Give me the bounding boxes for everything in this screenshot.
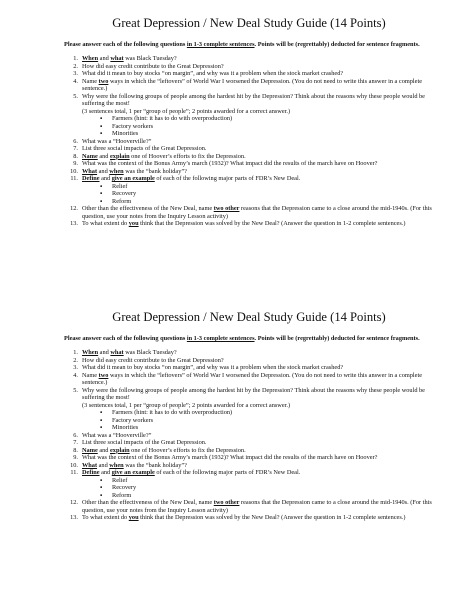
- question-text: Name and explain one of Hoover’s efforts to fix the Depression.: [82, 446, 246, 454]
- question-number: 8.: [73, 152, 78, 160]
- sub-item: [98, 190, 434, 198]
- question-number: 12.: [70, 205, 78, 212]
- sub-item: [98, 130, 434, 138]
- question-number: 13.: [70, 514, 78, 521]
- sub-item-label: Relief: [112, 182, 128, 190]
- question-number: 11.: [70, 469, 78, 476]
- sub-item-label: Reform: [112, 197, 132, 205]
- question-item: [64, 357, 434, 365]
- question-item: [64, 70, 434, 78]
- sub-item-label: Recovery: [112, 190, 137, 197]
- question-text: How did easy credit contribute to the Great Depression?: [82, 62, 224, 70]
- question-text: Name and explain one of Hoover’s efforts to fix the Depression.: [82, 152, 246, 160]
- question-text: What was the context of the Bonus Army’s march (1932)? What impact did the results of the march have on Hoover?: [82, 160, 378, 167]
- question-text: Name two ways in which the “leftovers” of World War I worsened the Depression. (You do not need to write this answer in a complete sentence.): [82, 371, 422, 386]
- question-number: 5.: [73, 386, 78, 394]
- bullet-icon: ▪: [100, 424, 103, 431]
- sub-item-label: Reform: [112, 491, 132, 499]
- question-item: [64, 447, 434, 455]
- question-number: 12.: [70, 499, 78, 506]
- sub-item: [98, 123, 434, 131]
- question-text: What did it mean to buy stocks “on margin”, and why was it a problem when the stock market crashed?: [82, 364, 344, 371]
- question-text: Define and give an example of each of the following major parts of FDR’s New Deal.: [82, 469, 301, 476]
- question-item: [64, 387, 434, 432]
- question-text: When and what was Black Tuesday?: [82, 55, 177, 62]
- question-number: 7.: [73, 439, 78, 446]
- question-number: 4.: [73, 371, 78, 379]
- question-item: [64, 220, 434, 228]
- question-text: What was the context of the Bonus Army’s march (1932)? What impact did the results of the march have on Hoover?: [82, 454, 378, 461]
- question-number: 2.: [73, 62, 78, 70]
- question-note: (3 sentences total, 1 per “group of people”; 2 points awarded for a correct answer.): [82, 401, 291, 409]
- sub-item-list: [82, 477, 434, 500]
- sub-item: [98, 484, 434, 492]
- bullet-icon: ▪: [100, 416, 103, 424]
- bullet-icon: ▪: [100, 190, 103, 197]
- guide-title: Great Depression / New Deal Study Guide (14 Points): [112, 310, 386, 324]
- sub-item-label: Farmers (hint: it has to do with overproduction): [112, 115, 233, 122]
- question-number: 4.: [73, 77, 78, 85]
- question-text: What did it mean to buy stocks “on margin”, and why was it a problem when the stock market crashed?: [82, 70, 344, 77]
- question-number: 3.: [73, 364, 78, 371]
- question-item: [64, 349, 434, 357]
- question-list: [64, 55, 434, 228]
- question-item: [64, 168, 434, 176]
- question-number: 10.: [70, 461, 78, 469]
- question-item: [64, 78, 434, 93]
- question-text: Name two ways in which the “leftovers” of World War I worsened the Depression. (You do not need to write this answer in a complete sentence.): [82, 77, 422, 92]
- bullet-icon: ▪: [100, 484, 103, 491]
- sub-item-label: Recovery: [112, 484, 137, 491]
- question-text: To what extent do you think that the Depression was solved by the New Deal? (Answer the question in 1-2 complete sentences.): [82, 220, 406, 227]
- question-item: [64, 63, 434, 71]
- question-number: 6.: [73, 137, 78, 145]
- question-number: 10.: [70, 167, 78, 175]
- question-text: Why were the following groups of people among the hardest hit by the Depression? Think about the reasons why these people would be suffering the most!: [82, 386, 425, 401]
- question-text: What was a “Hooverville?”: [82, 431, 152, 439]
- bullet-icon: ▪: [100, 476, 103, 484]
- sub-item: [98, 183, 434, 191]
- question-item: [64, 439, 434, 447]
- sub-item-label: Relief: [112, 476, 128, 484]
- question-item: [64, 462, 434, 470]
- question-item: [64, 145, 434, 153]
- sub-item: [98, 492, 434, 500]
- question-text: How did easy credit contribute to the Great Depression?: [82, 356, 224, 364]
- question-item: [64, 205, 434, 220]
- question-note: (3 sentences total, 1 per “group of people”; 2 points awarded for a correct answer.): [82, 107, 291, 115]
- question-item: [64, 514, 434, 522]
- question-item: [64, 364, 434, 372]
- sub-item: [98, 409, 434, 417]
- question-item: [64, 372, 434, 387]
- guide-instructions: Please answer each of the following questions in 1-3 complete sentences. Points will be (regrettably) deducted for sentence fragments.: [64, 335, 420, 342]
- sub-item: [98, 424, 434, 432]
- sub-item-list: [82, 409, 434, 432]
- sub-item: [98, 477, 434, 485]
- question-text: To what extent do you think that the Depression was solved by the New Deal? (Answer the question in 1-2 complete sentences.): [82, 514, 406, 521]
- guide-instructions: Please answer each of the following questions in 1-3 complete sentences. Points will be (regrettably) deducted for sentence fragments.: [64, 41, 420, 48]
- question-item: [64, 454, 434, 462]
- question-text: What was a “Hooverville?”: [82, 137, 152, 145]
- question-text: List three social impacts of the Great Depression.: [82, 439, 207, 446]
- sub-item-list: [82, 115, 434, 138]
- sub-item: [98, 115, 434, 123]
- question-list: [64, 349, 434, 522]
- question-item: [64, 55, 434, 63]
- question-text: Other than the effectiveness of the New Deal, name two other reasons that the Depression came to a close around the mid-1940s. (For this question, use your notes from the Inquiry Lesson activity): [82, 205, 432, 220]
- question-number: 2.: [73, 356, 78, 364]
- question-item: [64, 432, 434, 440]
- question-text: Why were the following groups of people among the hardest hit by the Depression? Think about the reasons why these people would be suffering the most!: [82, 92, 425, 107]
- question-item: [64, 138, 434, 146]
- question-text: List three social impacts of the Great Depression.: [82, 145, 207, 152]
- sub-item-label: Minorities: [112, 424, 139, 431]
- guide-title: Great Depression / New Deal Study Guide (14 Points): [112, 16, 386, 30]
- question-text: Define and give an example of each of the following major parts of FDR’s New Deal.: [82, 175, 301, 182]
- question-number: 3.: [73, 70, 78, 77]
- sub-item-label: Factory workers: [112, 122, 154, 130]
- bullet-icon: ▪: [100, 115, 103, 122]
- sub-item-label: Factory workers: [112, 416, 154, 424]
- question-text: Other than the effectiveness of the New Deal, name two other reasons that the Depression came to a close around the mid-1940s. (For this question, use your notes from the Inquiry Lesson activity): [82, 499, 432, 514]
- question-number: 8.: [73, 446, 78, 454]
- sub-item: [98, 417, 434, 425]
- question-number: 9.: [73, 160, 78, 167]
- question-number: 5.: [73, 92, 78, 100]
- bullet-icon: ▪: [100, 491, 103, 499]
- sub-item-label: Minorities: [112, 130, 139, 137]
- question-number: 7.: [73, 145, 78, 152]
- question-item: [64, 160, 434, 168]
- question-item: [64, 153, 434, 161]
- question-number: 9.: [73, 454, 78, 461]
- question-number: 1.: [73, 349, 78, 356]
- question-number: 1.: [73, 55, 78, 62]
- bullet-icon: ▪: [100, 197, 103, 205]
- question-text: When and what was Black Tuesday?: [82, 349, 177, 356]
- bullet-icon: ▪: [100, 182, 103, 190]
- question-text: What and when was the “bank holiday”?: [82, 461, 187, 469]
- sub-item-label: Farmers (hint: it has to do with overproduction): [112, 409, 233, 416]
- study-guide-copy-2: [64, 310, 434, 522]
- question-item: [64, 469, 434, 499]
- study-guide-copy-1: [64, 16, 434, 228]
- bullet-icon: ▪: [100, 122, 103, 130]
- question-item: [64, 175, 434, 205]
- bullet-icon: ▪: [100, 409, 103, 416]
- sub-item: [98, 198, 434, 206]
- question-item: [64, 93, 434, 138]
- question-number: 6.: [73, 431, 78, 439]
- question-number: 11.: [70, 175, 78, 182]
- question-number: 13.: [70, 220, 78, 227]
- bullet-icon: ▪: [100, 130, 103, 137]
- question-item: [64, 499, 434, 514]
- question-text: What and when was the “bank holiday”?: [82, 167, 187, 175]
- sub-item-list: [82, 183, 434, 206]
